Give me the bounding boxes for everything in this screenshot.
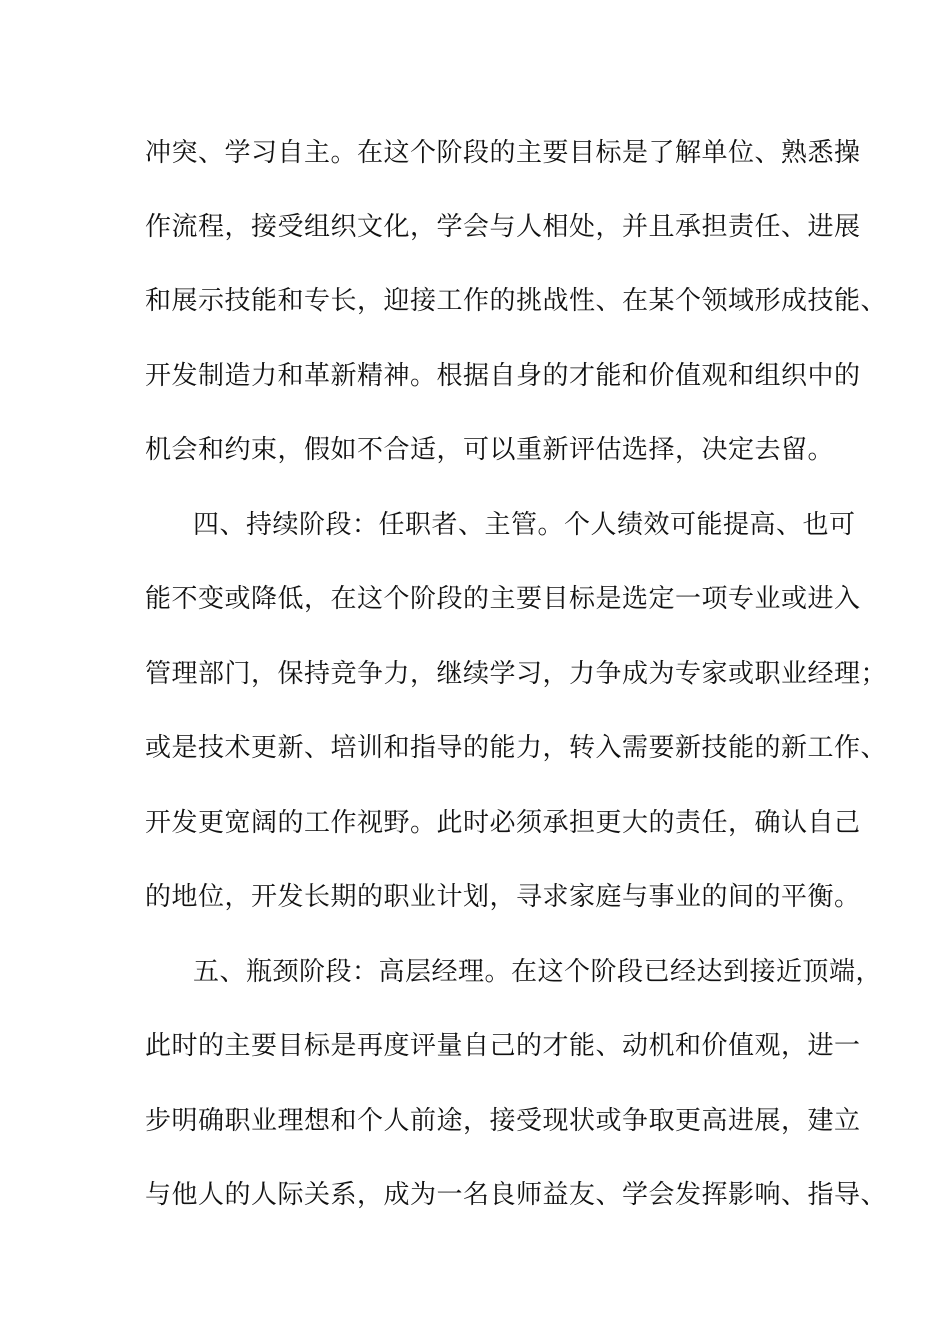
text-line: 与他人的人际关系，成为一名良师益友、学会发挥影响、指导、 [145, 1180, 888, 1210]
text-line: 此时的主要目标是再度评量自己的才能、动机和价值观，进一 [145, 1031, 861, 1061]
text-line: 管理部门，保持竞争力，继续学习，力争成为专家或职业经理； [145, 659, 888, 689]
text-line: 能不变或降低，在这个阶段的主要目标是选定一项专业或进入 [145, 584, 861, 614]
text-line: 冲突、学习自主。在这个阶段的主要目标是了解单位、熟悉操 [145, 138, 861, 168]
text-line: 或是技术更新、培训和指导的能力，转入需要新技能的新工作、 [145, 733, 888, 763]
text-line: 和展示技能和专长，迎接工作的挑战性、在某个领域形成技能、 [145, 286, 888, 316]
paragraph-heading-line: 五、瓶颈阶段：高层经理。在这个阶段已经达到接近顶端， [193, 957, 883, 987]
paragraph-heading-line: 四、持续阶段：任职者、主管。个人绩效可能提高、也可 [193, 510, 856, 540]
text-line: 作流程，接受组织文化，学会与人相处，并且承担责任、进展 [145, 212, 861, 242]
text-line: 机会和约束，假如不合适，可以重新评估选择，决定去留。 [145, 435, 835, 465]
text-line: 的地位，开发长期的职业计划，寻求家庭与事业的间的平衡。 [145, 882, 861, 912]
text-line: 开发更宽阔的工作视野。此时必须承担更大的责任，确认自己 [145, 808, 861, 838]
text-line: 步明确职业理想和个人前途，接受现状或争取更高进展，建立 [145, 1106, 861, 1136]
text-line: 开发制造力和革新精神。根据自身的才能和价值观和组织中的 [145, 361, 861, 391]
